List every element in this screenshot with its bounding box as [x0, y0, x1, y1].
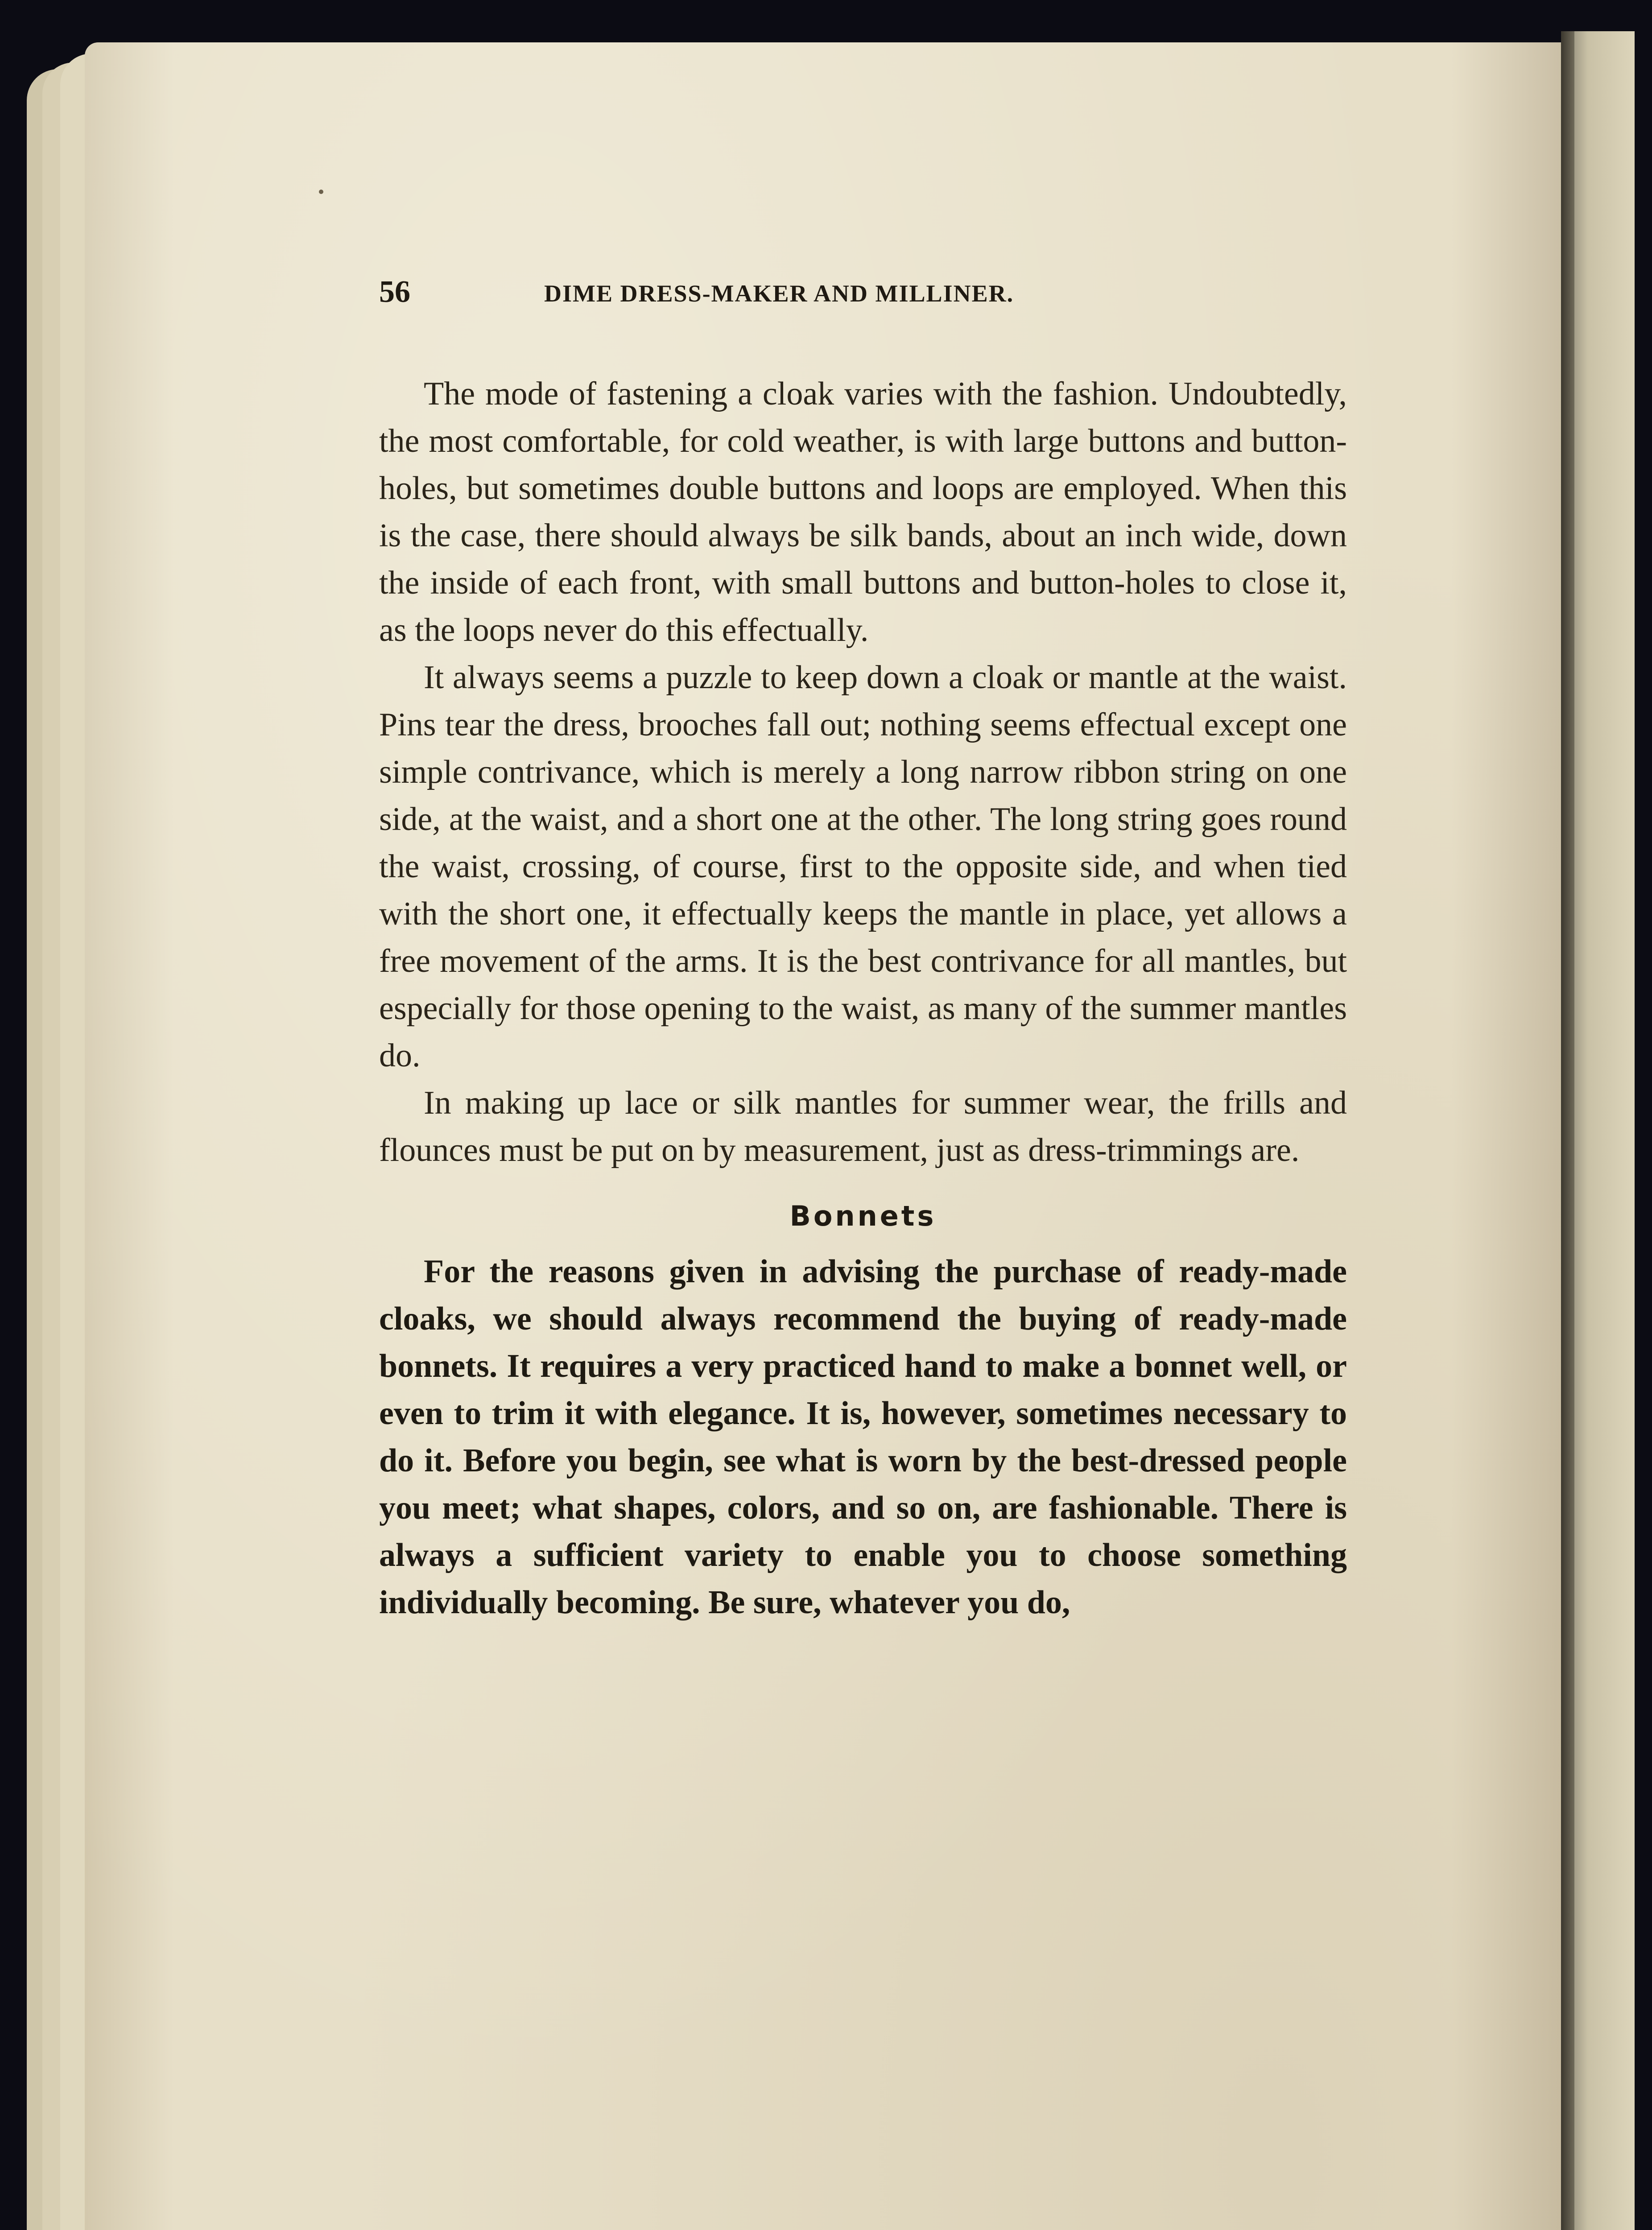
section-heading: Bonnets [789, 1200, 937, 1232]
book-gutter [1561, 31, 1574, 2230]
body-text [379, 370, 1347, 1626]
page-number: 56 [379, 275, 410, 309]
paragraph: It always seems a puzzle to keep down a cloak or mantle at the waist. Pins tear the dress, brooches fall out; nothing seems effectual except one simple contrivance, which is merely a long narrow ribbon string on one side, at the waist, and a short one at the other. The long string goes round the waist, crossing, of course, first to the opposite side, and when tied with the short one, it effectually keeps the mantle in place, yet allows a free movement of the arms. It is the best contrivance for all mantles, but especially for those opening to the waist, as many of the summer mantles do. [379, 659, 1347, 1074]
section-paragraph: For the reasons given in advising the purchase of ready-made cloaks, we should always recommend the buying of ready-made bonnets. It requires a very practiced hand to make a bonnet well, or even to trim it with elegance. It is, however, sometimes necessary to do it. Before you begin, see what is worn by the best-dressed people you meet; what shapes, colors, and so on, are fashionable. There is always a sufficient variety to enable you to choose something individually becoming. Be sure, whatever you do, [379, 1253, 1347, 1621]
paragraph: The mode of fastening a cloak varies with the fashion. Undoubtedly, the most comfortable, for cold weather, is with large buttons and button-holes, but sometimes double buttons and loops are employed. When this is the case, there should always be silk bands, about an inch wide, down the inside of each front, with small buttons and button-holes to close it, as the loops never do this effectually. [379, 376, 1347, 648]
running-head [379, 274, 1347, 323]
paragraph: In making up lace or silk mantles for summer wear, the frills and flounces must be put on by measurement, just as dress-trimmings are. [379, 1085, 1347, 1169]
running-head-title: DIME DRESS-MAKER AND MILLINER. [544, 280, 1014, 307]
facing-page-edge [1568, 31, 1635, 2230]
paper-speck [319, 190, 323, 194]
